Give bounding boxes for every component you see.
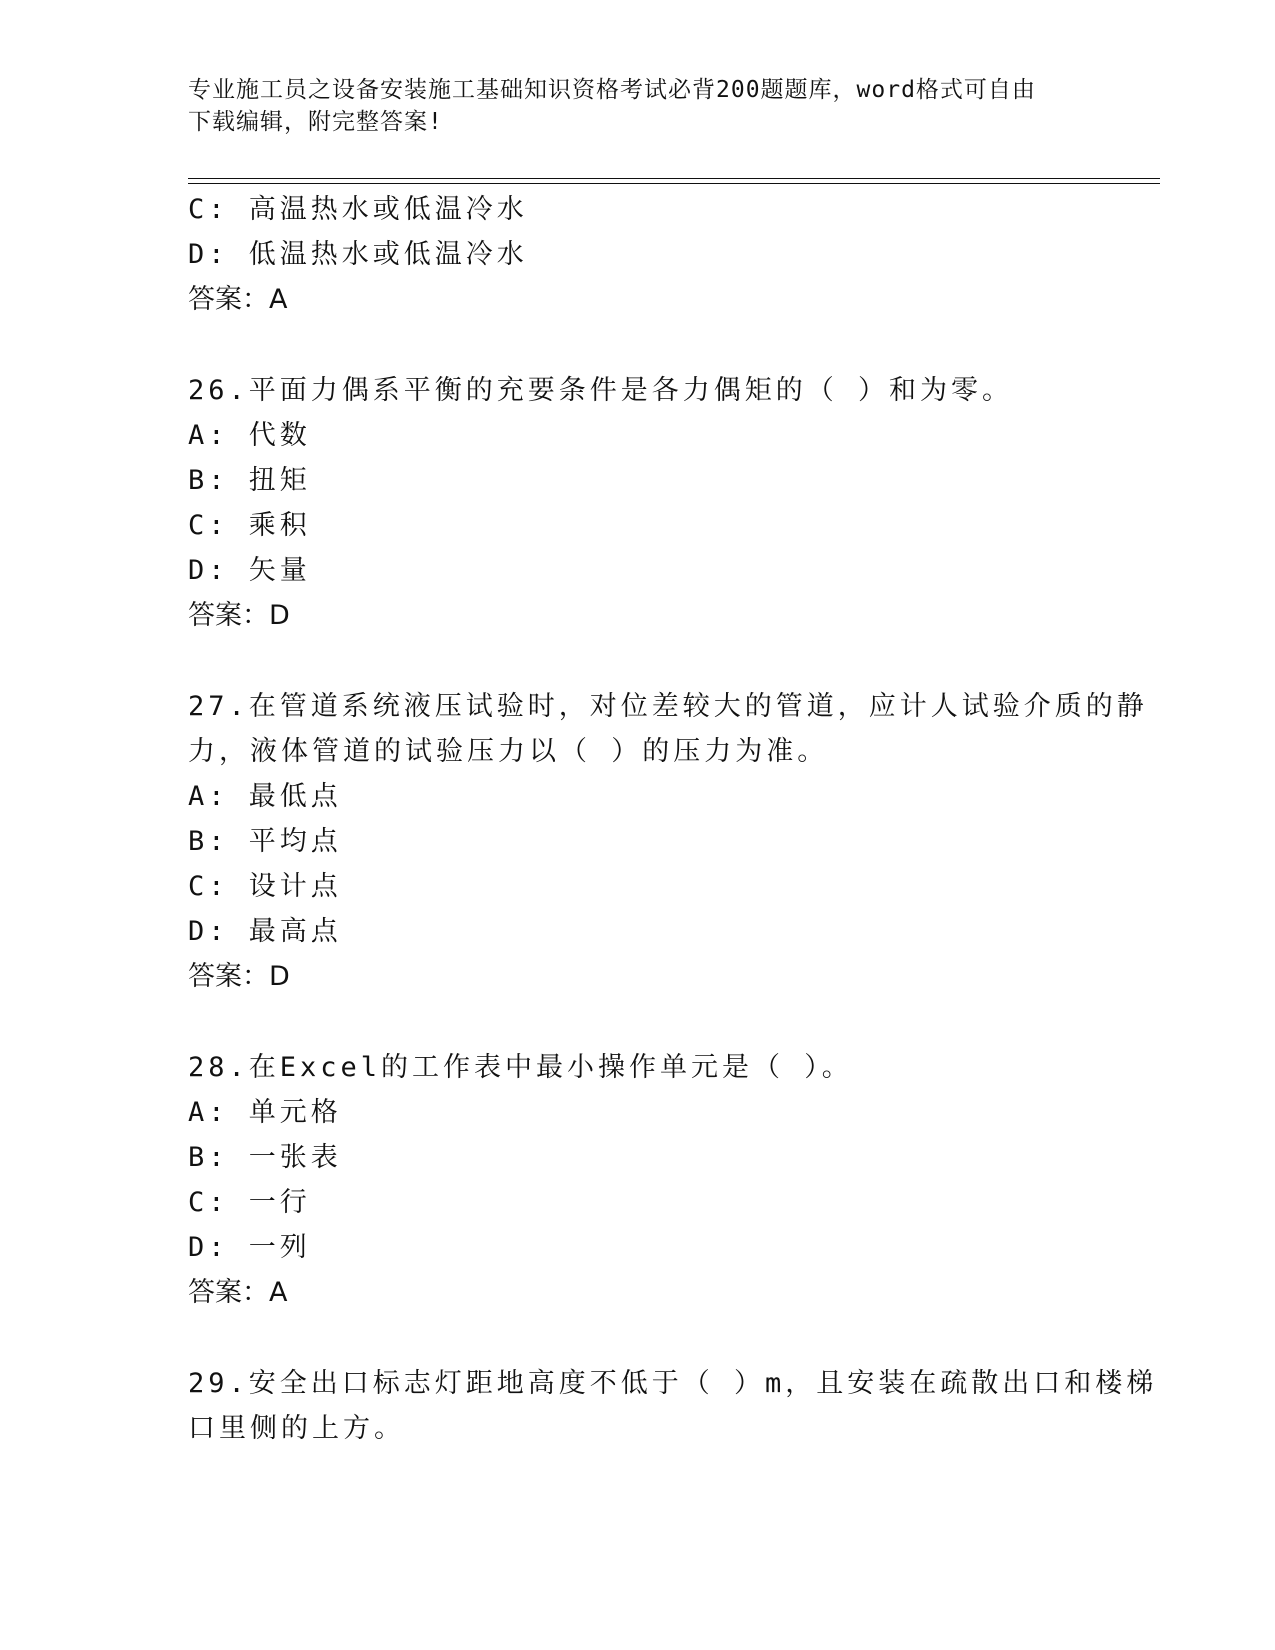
q28-answer: 答案：A <box>188 1277 288 1308</box>
q25-option-c: C: 高温热水或低温冷水 <box>188 194 528 225</box>
header-line-2: 下载编辑，附完整答案! <box>188 109 443 135</box>
q28-option-d: D: 一列 <box>188 1232 311 1263</box>
q27-option-b: B: 平均点 <box>188 826 342 857</box>
q28-option-b: B: 一张表 <box>188 1142 342 1173</box>
q25-answer: 答案：A <box>188 284 288 315</box>
q28-option-a: A: 单元格 <box>188 1097 342 1128</box>
q29-stem-line-2: 口里侧的上方。 <box>188 1413 405 1444</box>
header-rule-top <box>188 178 1160 179</box>
q26-answer: 答案：D <box>188 600 290 631</box>
q25-option-d: D: 低温热水或低温冷水 <box>188 239 528 270</box>
q27-option-d: D: 最高点 <box>188 916 342 947</box>
q26-option-d: D: 矢量 <box>188 555 311 586</box>
q27-stem-line-1: 27.在管道系统液压试验时，对位差较大的管道，应计人试验介质的静 <box>188 691 1148 722</box>
q27-option-c: C: 设计点 <box>188 871 342 902</box>
q29-stem-line-1: 29.安全出口标志灯距地高度不低于（ ）m，且安装在疏散出口和楼梯 <box>188 1368 1158 1399</box>
q26-option-b: B: 扭矩 <box>188 465 311 496</box>
q26-stem: 26.平面力偶系平衡的充要条件是各力偶矩的（ ）和为零。 <box>188 375 1014 406</box>
q28-option-c: C: 一行 <box>188 1187 311 1218</box>
q27-option-a: A: 最低点 <box>188 781 342 812</box>
q27-stem-line-2: 力，液体管道的试验压力以（ ）的压力为准。 <box>188 736 829 767</box>
header-rule-bottom <box>188 183 1160 184</box>
document-header <box>188 74 1078 138</box>
q28-stem: 28.在Excel的工作表中最小操作单元是（ ）。 <box>188 1052 853 1083</box>
q26-option-a: A: 代数 <box>188 420 311 451</box>
header-line-1: 专业施工员之设备安装施工基础知识资格考试必背200题题库，word格式可自由 <box>188 77 1036 103</box>
q27-answer: 答案：D <box>188 961 290 992</box>
q26-option-c: C: 乘积 <box>188 510 311 541</box>
